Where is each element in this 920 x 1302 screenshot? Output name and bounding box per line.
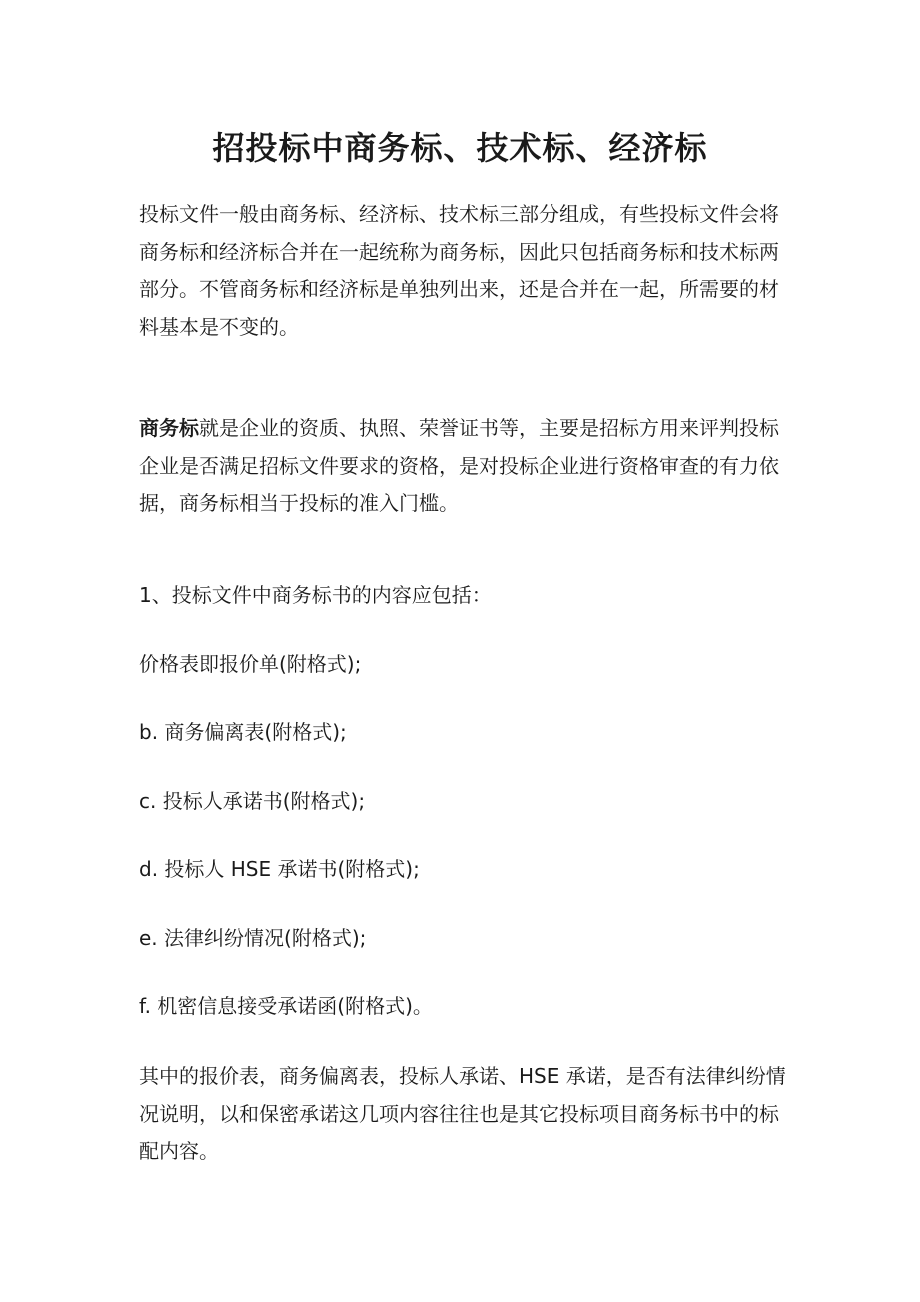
list-heading: 1、投标文件中商务标书的内容应包括： — [139, 583, 492, 607]
list-item: f. 机密信息接受承诺函(附格式)。 — [139, 994, 433, 1018]
business-bid-term: 商务标 — [139, 416, 199, 440]
summary-paragraph: 其中的报价表，商务偏离表，投标人承诺、HSE 承诺，是否有法律纠纷情况说明，以和保密承诺这几项内容往往也是其它投标项目商务标书中的标配内容。 — [139, 1064, 786, 1163]
business-bid-paragraph — [139, 410, 787, 523]
list-item: 价格表即报价单(附格式); — [139, 652, 362, 676]
list-item: c. 投标人承诺书(附格式); — [139, 789, 366, 813]
document-title: 招投标中商务标、技术标、经济标 — [212, 129, 708, 167]
intro-paragraph: 投标文件一般由商务标、经济标、技术标三部分组成，有些投标文件会将商务标和经济标合并在一起统称为商务标，因此只包括商务标和技术标两部分。不管商务标和经济标是单独列出来，还是合并在一起，所需要的材料基本是不变的。 — [139, 202, 779, 339]
business-bid-text: 就是企业的资质、执照、荣誉证书等，主要是招标方用来评判投标企业是否满足招标文件要求的资格，是对投标企业进行资格审查的有力依据，商务标相当于投标的准入门槛。 — [139, 416, 779, 515]
list-item: b. 商务偏离表(附格式); — [139, 720, 347, 744]
list-item: d. 投标人 HSE 承诺书(附格式); — [139, 857, 420, 881]
list-item: e. 法律纠纷情况(附格式); — [139, 926, 367, 950]
